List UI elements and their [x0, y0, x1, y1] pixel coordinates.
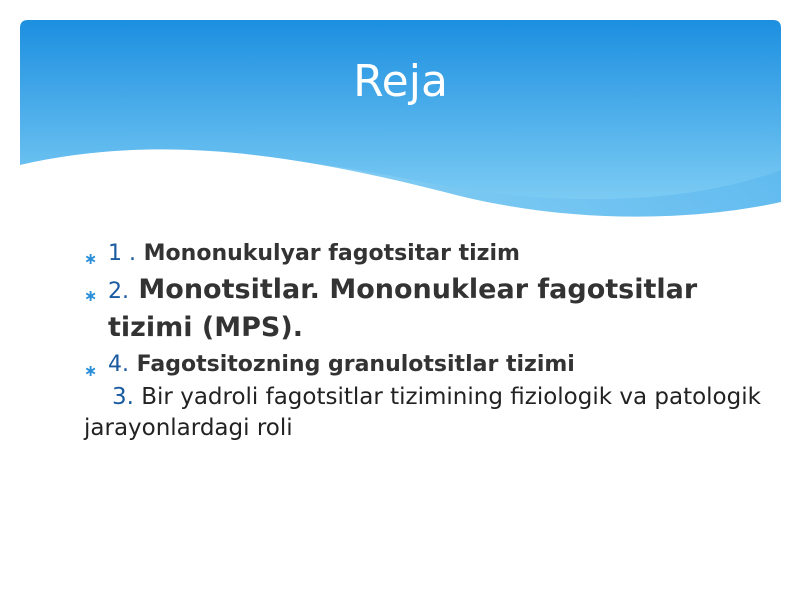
bullet-asterisk-icon: ∗: [84, 361, 98, 380]
slide-content: [84, 238, 764, 467]
header-banner: [20, 20, 781, 220]
item-number: 1 .: [108, 241, 136, 266]
item-number: 2.: [108, 279, 129, 304]
item-number: 4.: [108, 352, 129, 377]
paragraph-number: 3.: [112, 384, 134, 410]
list-item: [84, 238, 764, 270]
list-item: [84, 348, 764, 382]
item-text: Monotsitlar. Mononuklear fagotsitlar tizimi (MPS).: [108, 274, 698, 343]
paragraph-text: Bir yadroli fagotsitlar tizimining fiziologik va patologik jarayonlardagi roli: [84, 384, 761, 441]
item-text: Fagotsitozning granulotsitlar tizimi: [136, 352, 575, 377]
list-item: [84, 272, 764, 346]
slide-title: Reja: [353, 56, 448, 107]
bullet-asterisk-icon: ∗: [84, 249, 98, 268]
bullet-asterisk-icon: ∗: [84, 286, 98, 305]
paragraph: [84, 382, 764, 444]
item-text: Mononukulyar fagotsitar tizim: [143, 241, 520, 266]
